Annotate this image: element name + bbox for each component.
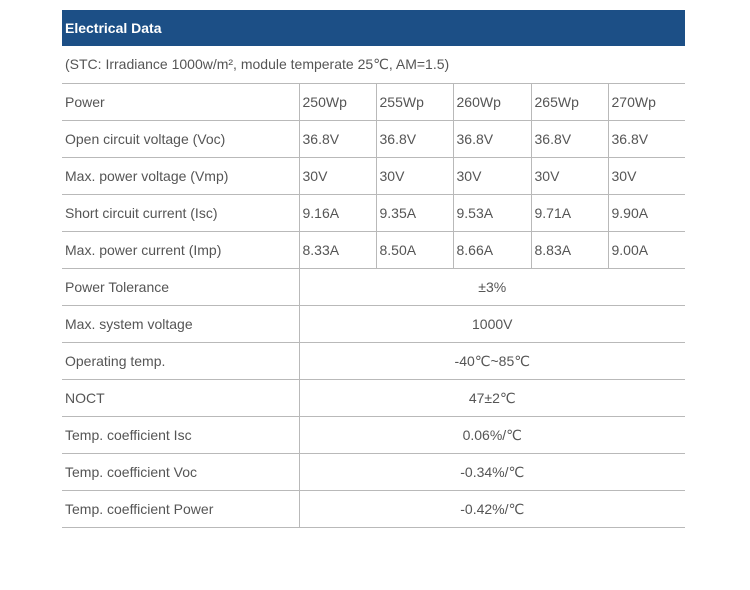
row-label: Temp. coefficient Isc	[62, 417, 299, 454]
table-cell: 265Wp	[531, 84, 608, 121]
row-label: Temp. coefficient Power	[62, 491, 299, 528]
section-title: Electrical Data	[62, 10, 685, 46]
table-cell-merged: 47±2℃	[299, 380, 685, 417]
table-cell: 30V	[608, 158, 685, 195]
row-label: Max. system voltage	[62, 306, 299, 343]
table-cell: 30V	[299, 158, 376, 195]
table-cell: 250Wp	[299, 84, 376, 121]
table-cell-merged: 0.06%/℃	[299, 417, 685, 454]
table-row	[62, 121, 685, 158]
table-cell-merged: -0.34%/℃	[299, 454, 685, 491]
table-cell: 30V	[453, 158, 531, 195]
table-cell: 9.16A	[299, 195, 376, 232]
table-row	[62, 454, 685, 491]
row-label: Open circuit voltage (Voc)	[62, 121, 299, 158]
table-cell: 270Wp	[608, 84, 685, 121]
table-row	[62, 491, 685, 528]
table-cell: 30V	[376, 158, 453, 195]
table-row	[62, 158, 685, 195]
table-cell: 36.8V	[299, 121, 376, 158]
table-cell: 8.66A	[453, 232, 531, 269]
row-label: Power	[62, 84, 299, 121]
table-cell: 36.8V	[453, 121, 531, 158]
row-label: Short circuit current (Isc)	[62, 195, 299, 232]
table-row	[62, 84, 685, 121]
table-cell: 36.8V	[531, 121, 608, 158]
table-row	[62, 269, 685, 306]
table-cell: 8.83A	[531, 232, 608, 269]
row-label: Max. power voltage (Vmp)	[62, 158, 299, 195]
table-cell-merged: 1000V	[299, 306, 685, 343]
electrical-data-section	[62, 10, 685, 528]
table-cell: 36.8V	[376, 121, 453, 158]
row-label: Operating temp.	[62, 343, 299, 380]
table-cell: 9.90A	[608, 195, 685, 232]
stc-note: (STC: Irradiance 1000w/m², module temperate 25℃, AM=1.5)	[65, 56, 450, 72]
table-body	[62, 84, 685, 528]
table-cell: 30V	[531, 158, 608, 195]
table-cell: 260Wp	[453, 84, 531, 121]
table-row	[62, 306, 685, 343]
row-label: NOCT	[62, 380, 299, 417]
table-cell: 8.50A	[376, 232, 453, 269]
table-row	[62, 232, 685, 269]
table-cell: 9.71A	[531, 195, 608, 232]
row-label: Power Tolerance	[62, 269, 299, 306]
table-cell: 36.8V	[608, 121, 685, 158]
table-cell: 9.35A	[376, 195, 453, 232]
table-cell-merged: -0.42%/℃	[299, 491, 685, 528]
row-label: Temp. coefficient Voc	[62, 454, 299, 491]
table-row	[62, 380, 685, 417]
table-cell: 255Wp	[376, 84, 453, 121]
row-label: Max. power current (Imp)	[62, 232, 299, 269]
table-row	[62, 343, 685, 380]
table-cell-merged: ±3%	[299, 269, 685, 306]
table-cell-merged: -40℃~85℃	[299, 343, 685, 380]
table-cell: 9.53A	[453, 195, 531, 232]
table-row	[62, 195, 685, 232]
table-cell: 8.33A	[299, 232, 376, 269]
table-row	[62, 417, 685, 454]
electrical-data-table	[62, 83, 685, 528]
table-cell: 9.00A	[608, 232, 685, 269]
